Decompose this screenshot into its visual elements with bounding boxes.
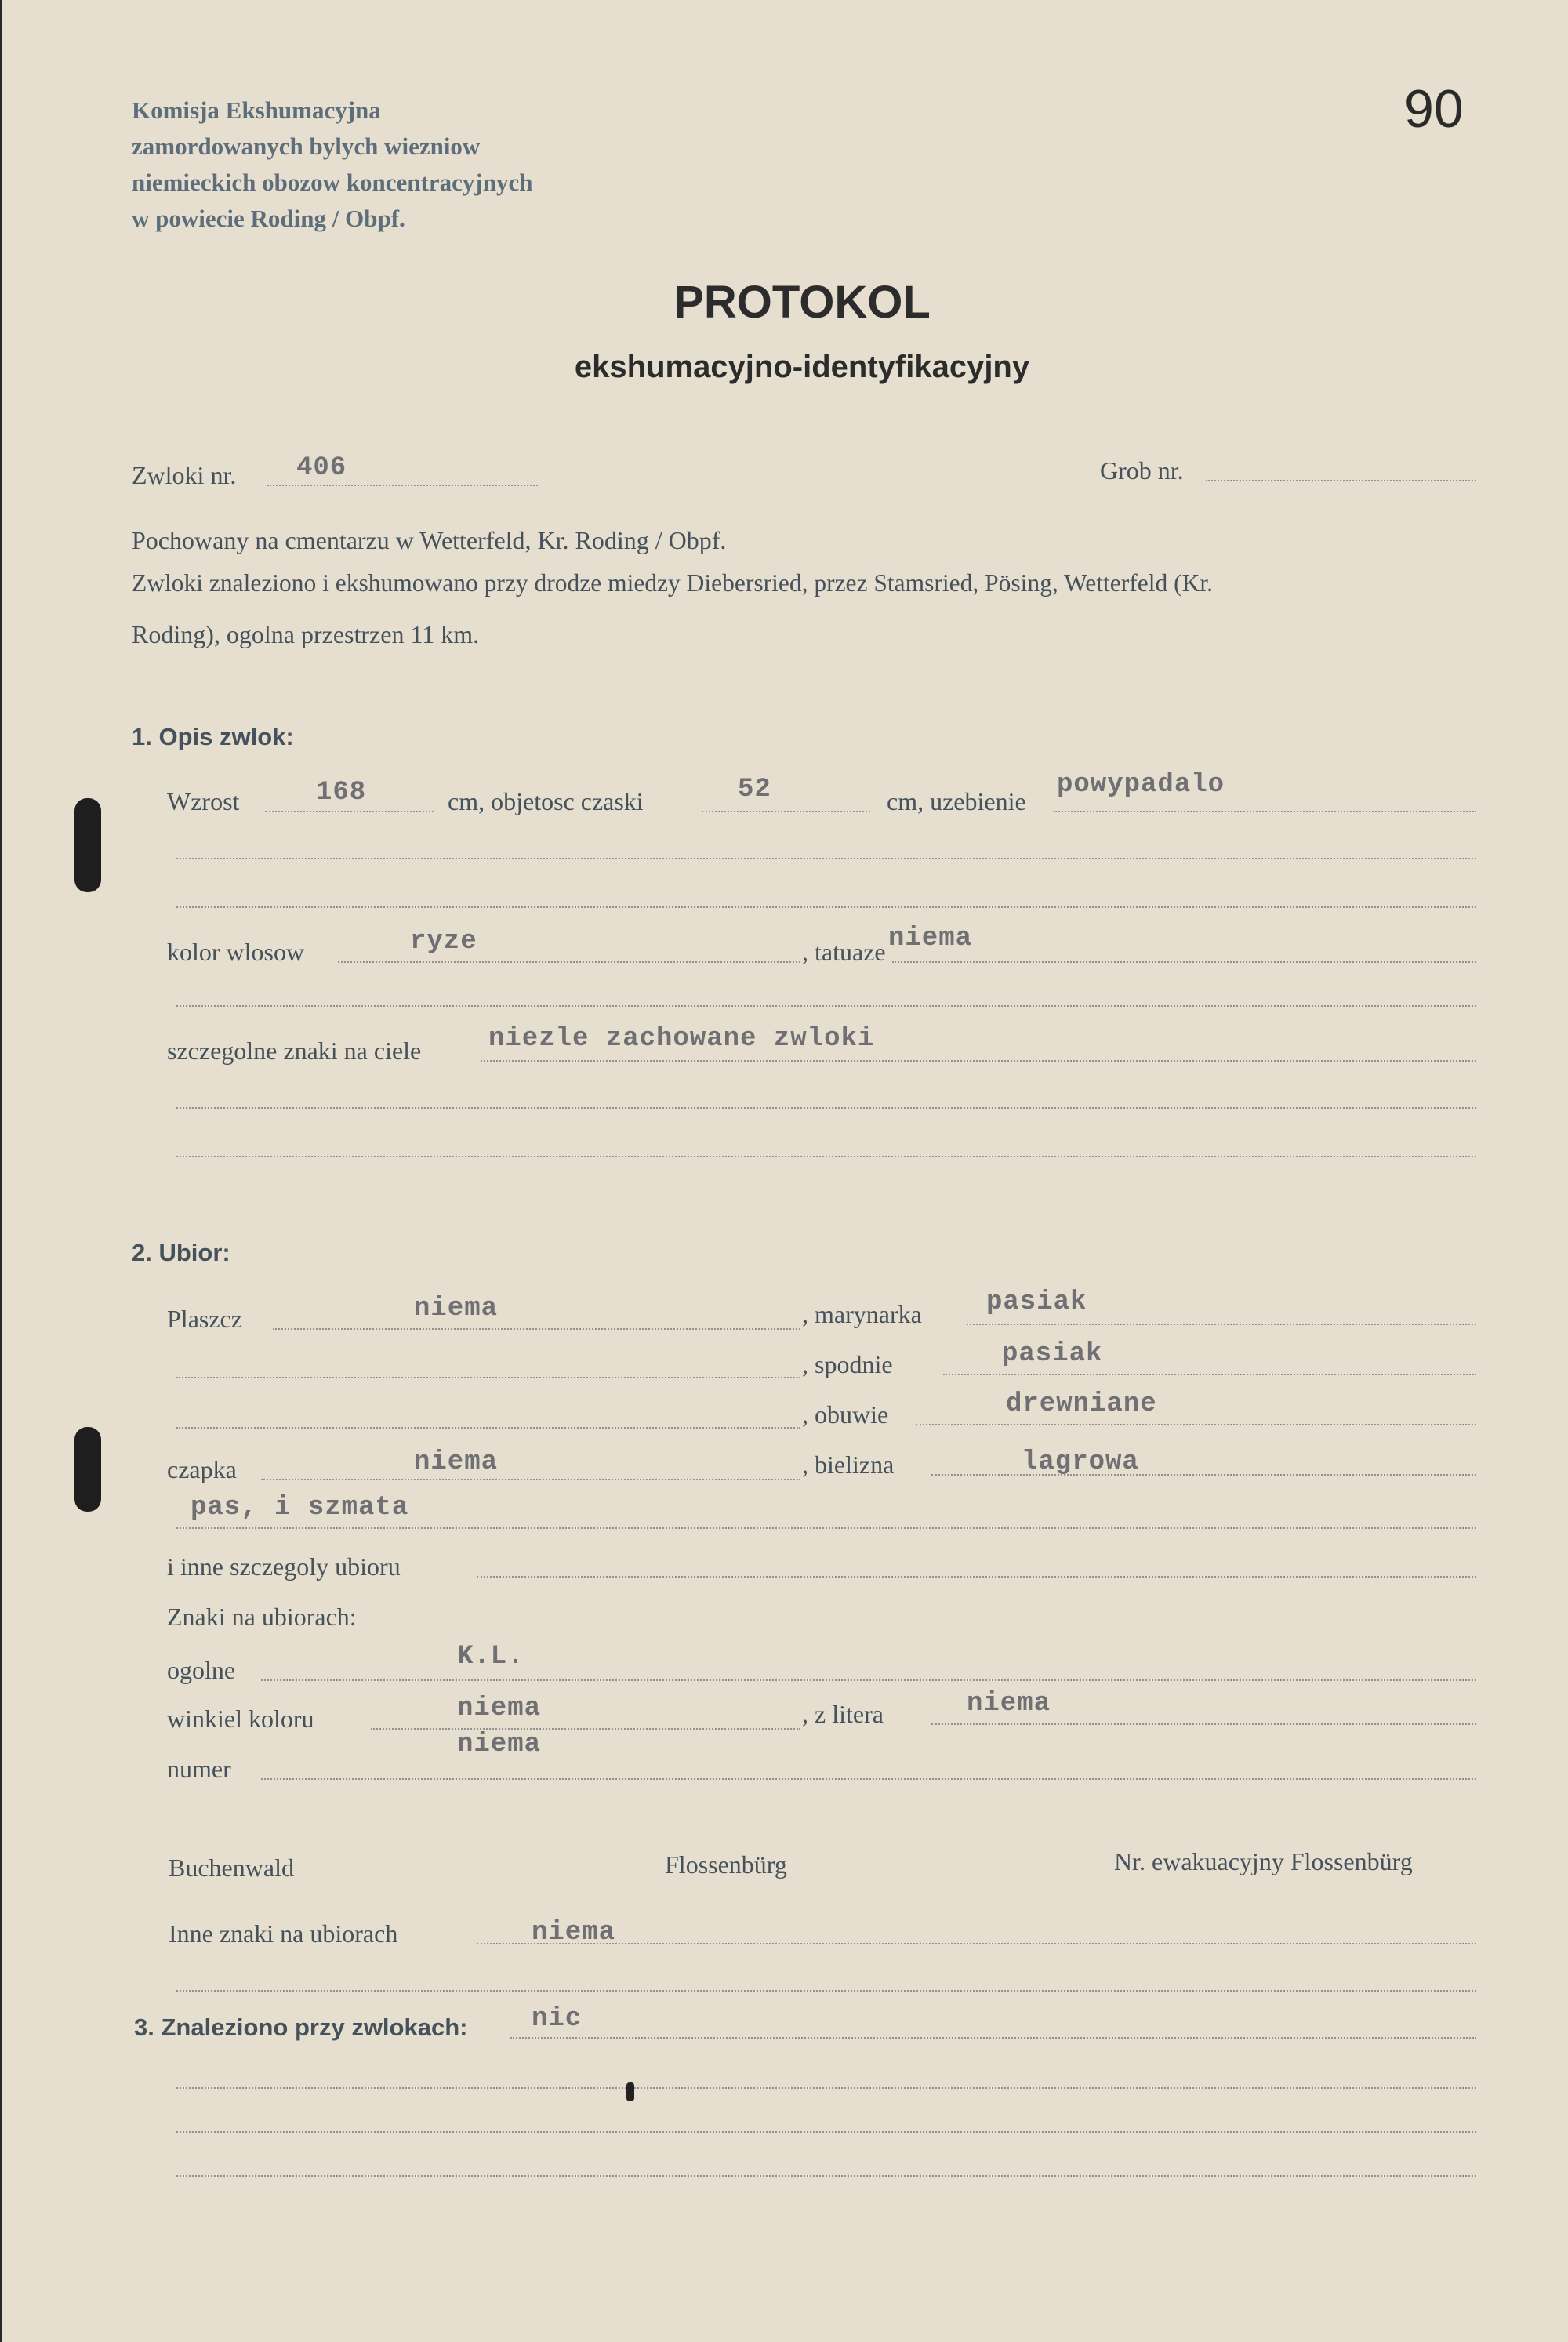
znaki-na-ubiorach-label: Znaki na ubiorach:: [167, 1603, 357, 1631]
plaszcz-label: Plaszcz: [167, 1305, 242, 1333]
obuwie-label: , obuwie: [802, 1400, 889, 1429]
cm-objetosc-label: cm, objetosc czaski: [448, 787, 644, 815]
czaszka-value: 52: [738, 775, 771, 804]
inne-znaki-label: Inne znaki na ubiorach: [169, 1919, 398, 1948]
kolor-wlosow-label: kolor wlosow: [167, 938, 305, 966]
litera-value: niema: [967, 1689, 1051, 1719]
litera-label: , z litera: [802, 1700, 884, 1728]
obuwie-value: drewniane: [1006, 1389, 1157, 1419]
institution-line-4: w powiecie Roding / Obpf.: [132, 205, 405, 232]
extra-clothing-value: pas, i szmata: [191, 1493, 409, 1523]
wzrost-value: 168: [316, 778, 367, 808]
institution-line-3: niemieckich obozow koncentracyjnych: [132, 169, 533, 196]
institution-line-1: Komisja Ekshumacyjna: [132, 96, 381, 124]
czapka-value: niema: [414, 1447, 499, 1477]
kolor-wlosow-value: ryze: [410, 927, 477, 957]
nr-ewakuacyjny-label: Nr. ewakuacyjny Flossenbürg: [1114, 1847, 1413, 1875]
inne-znaki-value: niema: [532, 1918, 616, 1948]
section-ubior-heading: 2. Ubior:: [132, 1239, 230, 1266]
uzebienie-value: powypadalo: [1057, 770, 1225, 800]
znaleziono-value: nic: [532, 2004, 583, 2034]
protocol-title: PROTOKOL: [673, 277, 931, 328]
institution-line-2: zamordowanych bylych wiezniow: [132, 133, 481, 160]
page-number: 90: [1404, 79, 1464, 139]
bielizna-label: , bielizna: [802, 1451, 895, 1479]
wzrost-label: Wzrost: [167, 787, 240, 815]
binding-clip-mark: [74, 798, 101, 892]
znaki-na-ciele-label: szczegolne znaki na ciele: [167, 1037, 422, 1065]
numer-value: niema: [457, 1730, 542, 1759]
flossenburg-label: Flossenbürg: [665, 1850, 787, 1879]
znaleziono-text-line1: Zwloki znaleziono i ekshumowano przy drodze miedzy Diebersried, przez Stamsried, Pösing, Wetterfeld (Kr.: [132, 569, 1213, 597]
bielizna-value: lagrowa: [1022, 1447, 1139, 1477]
znaki-na-ciele-value: niezle zachowane zwloki: [488, 1024, 875, 1054]
znaleziono-text-line2: Roding), ogolna przestrzen 11 km.: [132, 620, 480, 648]
winkiel-label: winkiel koloru: [167, 1705, 314, 1733]
inne-szczegoly-label: i inne szczegoly ubioru: [167, 1552, 401, 1581]
plaszcz-value: niema: [414, 1294, 499, 1324]
section-znaleziono-heading: 3. Znaleziono przy zwlokach:: [134, 2013, 468, 2041]
grob-label: Grob nr.: [1100, 456, 1184, 485]
spodnie-value: pasiak: [1002, 1339, 1103, 1369]
ink-speck: [626, 2082, 634, 2101]
binding-clip-mark: [74, 1427, 101, 1512]
czapka-label: czapka: [167, 1455, 237, 1483]
tatuaze-value: niema: [888, 924, 973, 953]
spodnie-label: , spodnie: [802, 1350, 893, 1378]
buchenwald-label: Buchenwald: [169, 1854, 294, 1882]
numer-label: numer: [167, 1755, 231, 1783]
marynarka-label: , marynarka: [802, 1300, 922, 1328]
tatuaze-label: , tatuaze: [802, 938, 886, 966]
marynarka-value: pasiak: [986, 1287, 1087, 1317]
pochowany-text: Pochowany na cmentarzu w Wetterfeld, Kr. Roding / Obpf.: [132, 526, 727, 554]
ogolne-value: K.L.: [457, 1642, 524, 1672]
zwloki-value: 406: [296, 453, 347, 483]
section-opis-heading: 1. Opis zwlok:: [132, 723, 294, 750]
protocol-subtitle: ekshumacyjno-identyfikacyjny: [574, 350, 1030, 384]
cm-uzebienie-label: cm, uzebienie: [887, 787, 1026, 815]
winkiel-value: niema: [457, 1694, 542, 1723]
ogolne-label: ogolne: [167, 1656, 236, 1684]
zwloki-label: Zwloki nr.: [132, 461, 237, 489]
